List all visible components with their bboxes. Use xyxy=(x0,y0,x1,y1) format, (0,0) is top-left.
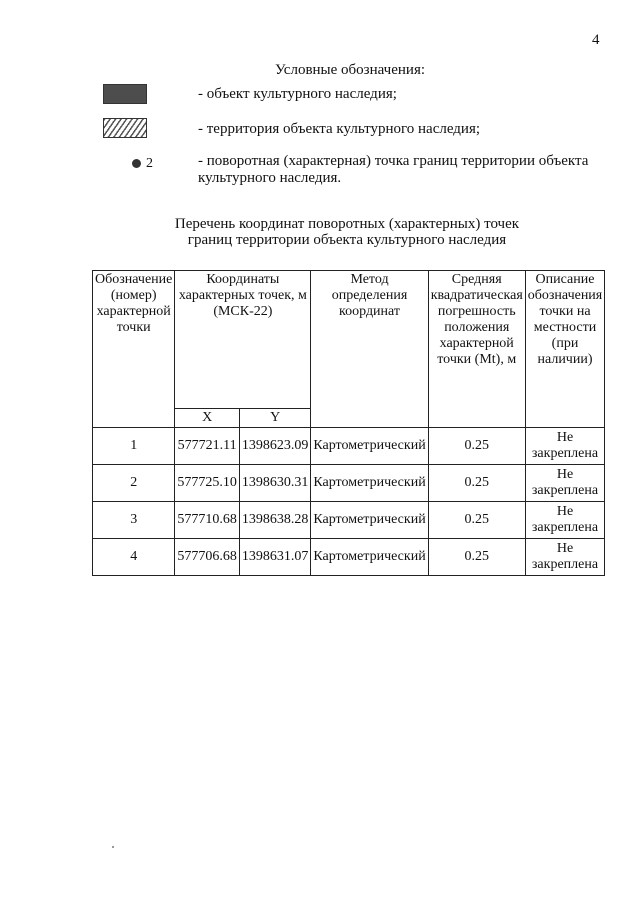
cell-description: Не закреплена xyxy=(525,465,604,502)
scan-speck xyxy=(112,846,114,848)
header-designation: Обозначение (номер) характерной точки xyxy=(93,271,175,428)
cell-x: 577725.10 xyxy=(175,465,240,502)
cell-y: 1398631.07 xyxy=(239,539,311,576)
cell-y: 1398630.31 xyxy=(239,465,311,502)
cell-num: 4 xyxy=(93,539,175,576)
table-row xyxy=(93,502,605,539)
table-title-line-1: Перечень координат поворотных (характерных) точек xyxy=(174,216,520,232)
cell-num: 1 xyxy=(93,428,175,465)
header-description: Описание обозначения точки на местности (при наличии) xyxy=(525,271,604,428)
table-title-line-2: границ территории объекта культурного наследия xyxy=(187,232,507,248)
dark-fill-swatch-icon xyxy=(103,84,147,104)
table-row xyxy=(93,539,605,576)
header-coordinates: Координаты характерных точек, м (МСК-22) xyxy=(175,271,311,409)
header-error: Средняя квадратическая погрешность положения характерной точки (Mt), м xyxy=(428,271,525,428)
cell-error: 0.25 xyxy=(428,539,525,576)
page-number: 4 xyxy=(592,32,600,48)
header-method: Метод определения координат xyxy=(311,271,428,428)
cell-method: Картометрический xyxy=(311,428,428,465)
hatched-swatch-icon xyxy=(103,118,147,138)
legend-item-text: - объект культурного наследия; xyxy=(198,86,397,102)
header-x: X xyxy=(175,409,240,428)
cell-error: 0.25 xyxy=(428,502,525,539)
legend-item-text: - территория объекта культурного наследия; xyxy=(198,121,481,137)
cell-y: 1398623.09 xyxy=(239,428,311,465)
cell-num: 2 xyxy=(93,465,175,502)
point-marker-icon xyxy=(132,155,153,172)
cell-method: Картометрический xyxy=(311,502,428,539)
cell-description: Не закреплена xyxy=(525,502,604,539)
table-row xyxy=(93,465,605,502)
cell-error: 0.25 xyxy=(428,465,525,502)
legend-item-text: - поворотная (характерная) точка границ территории объекта культурного наследия. xyxy=(198,153,589,186)
cell-x: 577710.68 xyxy=(175,502,240,539)
cell-description: Не закреплена xyxy=(525,539,604,576)
cell-error: 0.25 xyxy=(428,428,525,465)
cell-x: 577706.68 xyxy=(175,539,240,576)
header-y: Y xyxy=(239,409,311,428)
cell-description: Не закреплена xyxy=(525,428,604,465)
table-title xyxy=(0,216,640,248)
cell-method: Картометрический xyxy=(311,539,428,576)
table-row xyxy=(93,428,605,465)
point-dot-icon xyxy=(132,159,141,168)
cell-num: 3 xyxy=(93,502,175,539)
legend-title: Условные обозначения: xyxy=(274,62,426,78)
cell-x: 577721.11 xyxy=(175,428,240,465)
point-marker-label: 2 xyxy=(146,156,153,171)
cell-y: 1398638.28 xyxy=(239,502,311,539)
cell-method: Картометрический xyxy=(311,465,428,502)
coordinates-table xyxy=(92,270,605,576)
